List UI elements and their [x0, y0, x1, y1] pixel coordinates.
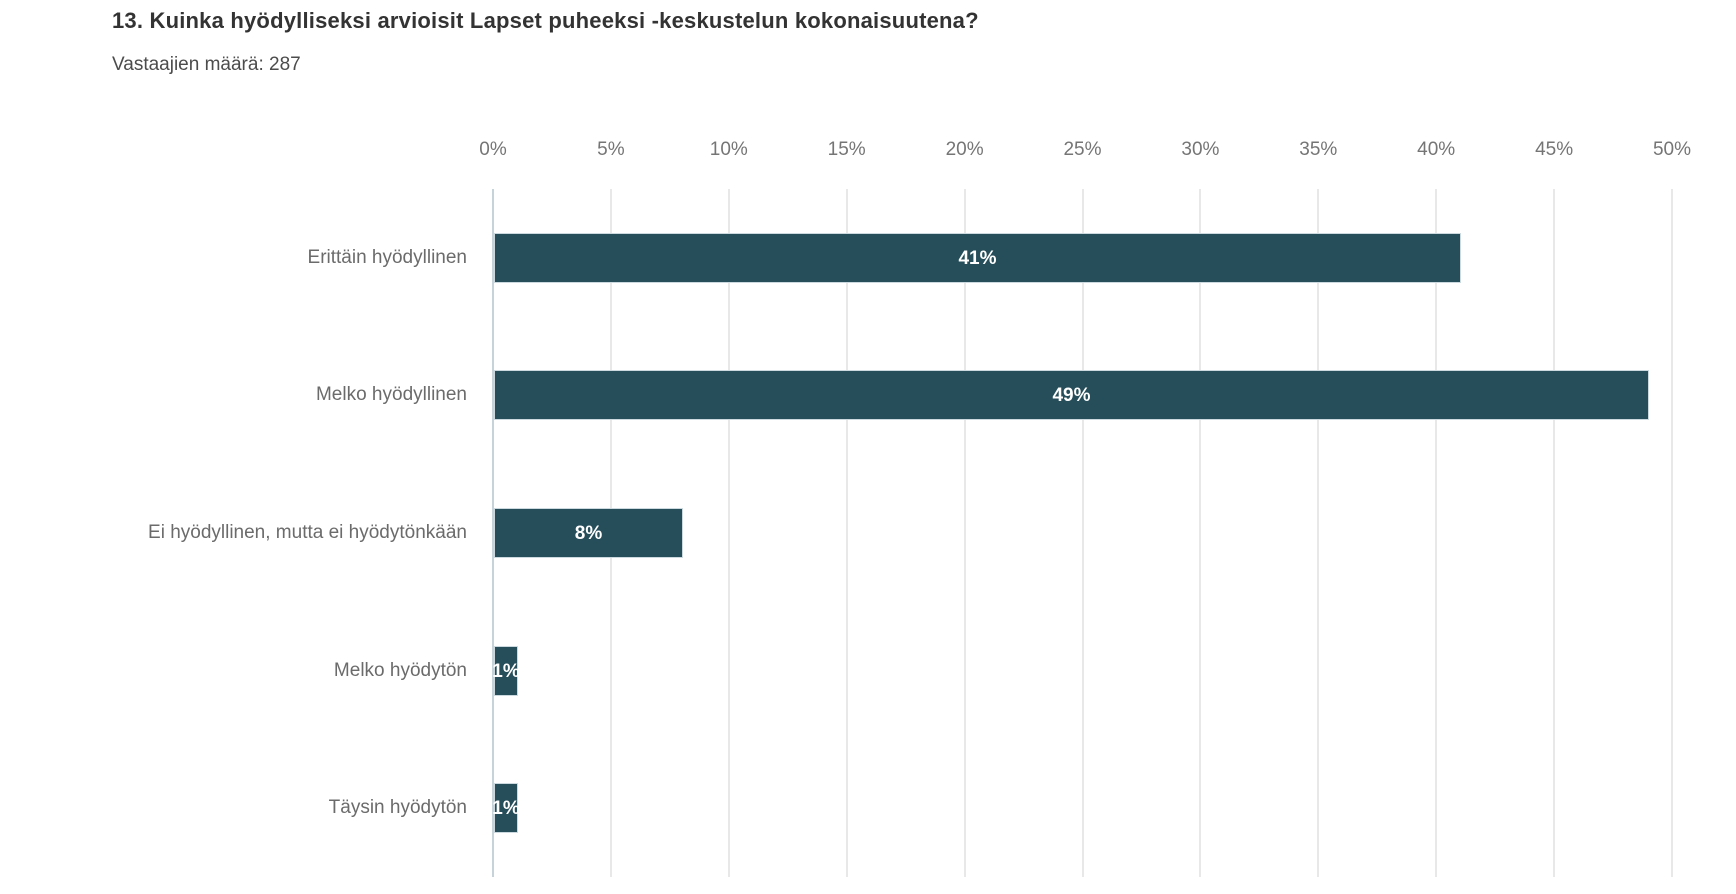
category-label: Melko hyödytön [333, 659, 467, 681]
bar [494, 508, 683, 558]
x-axis-tick-label: 45% [1535, 139, 1574, 160]
bar [494, 370, 1649, 420]
x-axis-tick-label: 50% [1652, 139, 1692, 160]
vertical-gridline [1082, 189, 1084, 877]
respondent-count-label: Vastaajien määrä: 287 [112, 54, 301, 75]
plot-area [493, 189, 1674, 877]
x-axis-tick-label: 35% [1299, 139, 1338, 160]
chart-title: 13. Kuinka hyödylliseksi arvioisit Lapset puheeksi -keskustelun kokonaisuutena? [112, 8, 979, 33]
vertical-gridline [846, 189, 848, 877]
bar-value-label: 1% [492, 660, 520, 682]
x-axis-tick-label: 15% [827, 139, 866, 160]
bar [494, 783, 518, 833]
bar-value-label: 8% [574, 522, 603, 544]
bar [494, 646, 518, 696]
bar-value-label: 1% [492, 797, 520, 819]
x-axis-tick-label: 0% [479, 139, 507, 160]
bar [494, 233, 1461, 283]
vertical-gridline [1671, 189, 1673, 877]
x-axis-tick-label: 10% [709, 139, 748, 160]
category-label: Erittäin hyödyllinen [307, 246, 467, 268]
vertical-gridline [1435, 189, 1437, 877]
x-axis-tick-label: 30% [1181, 139, 1220, 160]
bar-value-label: 41% [958, 247, 997, 269]
x-axis-tick-label: 25% [1063, 139, 1102, 160]
x-axis-tick-label: 40% [1417, 139, 1456, 160]
x-axis-tick-label: 20% [945, 139, 984, 160]
vertical-gridline [1199, 189, 1201, 877]
category-label: Melko hyödyllinen [315, 384, 467, 406]
vertical-gridline [964, 189, 966, 877]
vertical-gridline [728, 189, 730, 877]
vertical-gridline [1553, 189, 1555, 877]
vertical-gridline [1317, 189, 1319, 877]
category-label: Ei hyödyllinen, mutta ei hyödytönkään [148, 522, 467, 543]
x-axis-tick-label: 5% [597, 139, 625, 160]
category-label: Täysin hyödytön [328, 797, 467, 819]
bar-value-label: 49% [1052, 384, 1091, 406]
